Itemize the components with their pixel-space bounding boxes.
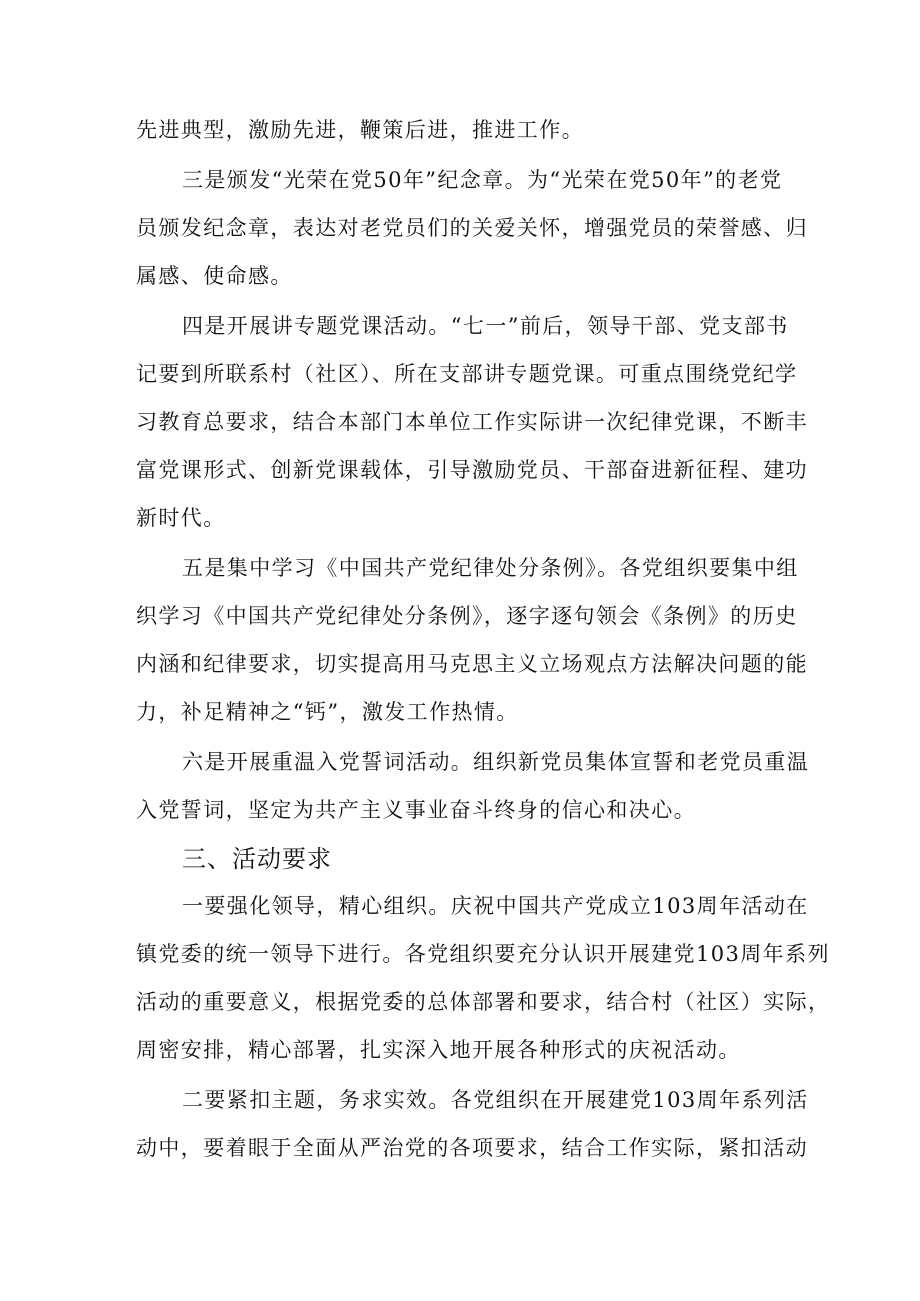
paragraph-line: 入党誓词，坚定为共产主义事业奋斗终身的信心和决心。: [136, 798, 696, 822]
paragraph-line: 镇党委的统一领导下进行。各党组织要充分认识开展建党103周年系列: [136, 942, 830, 966]
paragraph-line: 四是开展讲专题党课活动。“七一”前后，领导干部、党支部书: [182, 314, 789, 338]
paragraph-line: 内涵和纪律要求，切实提高用马克思主义立场观点方法解决问题的能: [136, 652, 808, 676]
paragraph-line: 一要强化领导，精心组织。庆祝中国共产党成立103周年活动在: [182, 894, 809, 918]
paragraph-line: 属感、使命感。: [136, 264, 293, 288]
paragraph-line: 周密安排，精心部署，扎实深入地开展各种形式的庆祝活动。: [136, 1038, 741, 1062]
paragraph-line: 先进典型，激励先进，鞭策后进，推进工作。: [136, 118, 584, 142]
section-heading: 三、活动要求: [182, 845, 332, 873]
paragraph-line: 动中，要着眼于全面从严治党的各项要求，结合工作实际，紧扣活动: [136, 1136, 808, 1160]
paragraph-line: 员颁发纪念章，表达对老党员们的关爱关怀，增强党员的荣誉感、归: [136, 216, 808, 240]
paragraph-line: 记要到所联系村（社区）、所在支部讲专题党课。可重点围绕党纪学: [136, 362, 798, 386]
paragraph-line: 力，补足精神之“钙”，激发工作热情。: [136, 700, 519, 724]
paragraph-line: 二要紧扣主题，务求实效。各党组织在开展建党103周年系列活: [182, 1088, 809, 1112]
paragraph-line: 三是颁发“光荣在党50年”纪念章。为“光荣在党50年”的老党: [182, 168, 783, 192]
paragraph-line: 活动的重要意义，根据党委的总体部署和要求，结合村（社区）实际，: [136, 990, 831, 1014]
paragraph-line: 六是开展重温入党誓词活动。组织新党员集体宣誓和老党员重温: [182, 750, 810, 774]
paragraph-line: 织学习《中国共产党纪律处分条例》，逐字逐句领会《条例》的历史: [136, 604, 798, 628]
paragraph-line: 五是集中学习《中国共产党纪律处分条例》。各党组织要集中组: [182, 556, 799, 580]
paragraph-line: 新时代。: [136, 506, 226, 530]
paragraph-line: 习教育总要求，结合本部门本单位工作实际讲一次纪律党课，不断丰: [136, 410, 808, 434]
paragraph-line: 富党课形式、创新党课载体，引导激励党员、干部奋进新征程、建功: [136, 458, 808, 482]
